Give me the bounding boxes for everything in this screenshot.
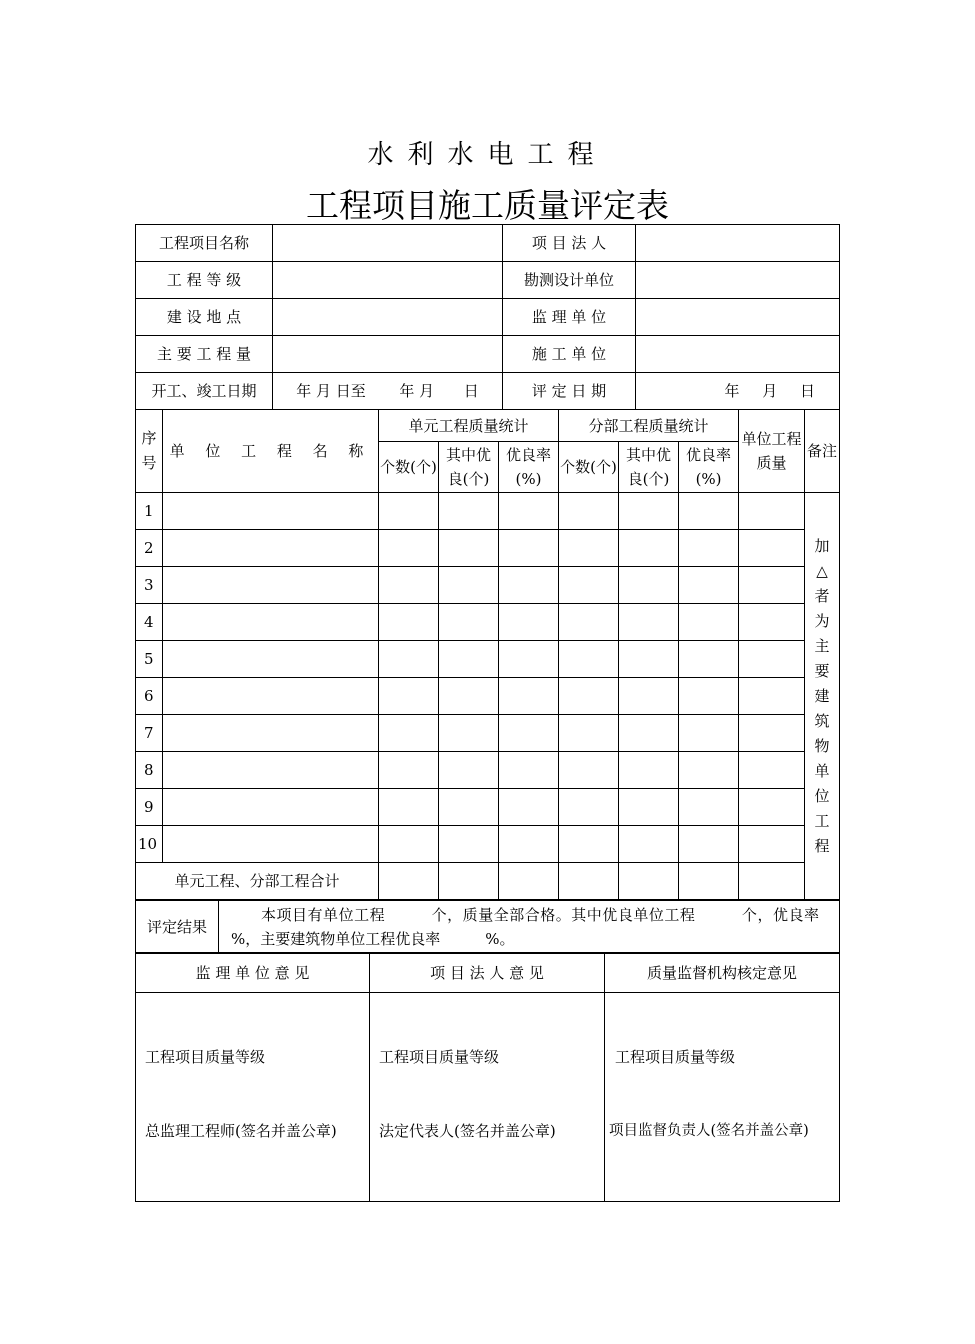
dates-value[interactable] bbox=[273, 373, 503, 410]
sub-good-header: 其中优良(个) bbox=[619, 442, 679, 493]
main-quantity-value[interactable] bbox=[273, 336, 503, 373]
row-number: 1 bbox=[136, 493, 163, 530]
table-row bbox=[136, 604, 840, 641]
eval-date-label: 评 定 日 期 bbox=[503, 373, 636, 410]
total-row bbox=[136, 863, 840, 900]
result-label: 评定结果 bbox=[136, 901, 219, 954]
seq-header: 序号 bbox=[136, 410, 163, 493]
evaluation-result-table bbox=[135, 900, 865, 954]
quality-sign-line: 项目监督负责人(签名并盖公章) bbox=[609, 1123, 809, 1139]
sub-rate-header: 优良率(%) bbox=[679, 442, 739, 493]
table-row bbox=[136, 641, 840, 678]
remark-header: 备注 bbox=[805, 410, 840, 493]
total-label: 单元工程、分部工程合计 bbox=[136, 863, 379, 900]
legal-opinion-cell[interactable] bbox=[370, 993, 605, 1202]
row-number: 6 bbox=[136, 678, 163, 715]
dates-value-part-1: 年 月 日至 bbox=[296, 382, 366, 400]
dates-value-part-2: 年 月 bbox=[399, 382, 435, 400]
table-row bbox=[136, 567, 840, 604]
row-number: 7 bbox=[136, 715, 163, 752]
sub-count-header: 个数(个) bbox=[559, 442, 619, 493]
survey-design-label: 勘测设计单位 bbox=[503, 262, 636, 299]
survey-design-value[interactable] bbox=[636, 262, 840, 299]
table-row bbox=[136, 789, 840, 826]
supervision-grade-line: 工程项目质量等级 bbox=[145, 1048, 266, 1066]
row-number: 10 bbox=[136, 826, 163, 863]
row-number: 8 bbox=[136, 752, 163, 789]
legal-sign-line: 法定代表人(签名并盖公章) bbox=[379, 1122, 556, 1140]
unit-name-header: 单 位 工 程 名 称 bbox=[163, 410, 379, 493]
unit-quality-header: 单位工程质量 bbox=[739, 410, 805, 493]
supervision-value[interactable] bbox=[636, 299, 840, 336]
unit-good-header: 其中优良(个) bbox=[439, 442, 499, 493]
opinions-table bbox=[135, 952, 840, 1202]
legal-person-value[interactable] bbox=[636, 225, 840, 262]
location-label: 建 设 地 点 bbox=[136, 299, 273, 336]
project-name-label: 工程项目名称 bbox=[136, 225, 273, 262]
quality-opinion-header: 质量监督机构核定意见 bbox=[605, 953, 840, 993]
main-quantity-label: 主 要 工 程 量 bbox=[136, 336, 273, 373]
legal-person-label: 项 目 法 人 bbox=[503, 225, 636, 262]
project-name-value[interactable] bbox=[273, 225, 503, 262]
row-number: 2 bbox=[136, 530, 163, 567]
construction-label: 施 工 单 位 bbox=[503, 336, 636, 373]
legal-grade-line: 工程项目质量等级 bbox=[379, 1048, 500, 1066]
table-row bbox=[136, 826, 840, 863]
row-number: 3 bbox=[136, 567, 163, 604]
project-info-table bbox=[135, 224, 840, 410]
dates-value-part-3: 日 bbox=[463, 382, 479, 400]
quality-grade-line: 工程项目质量等级 bbox=[615, 1048, 736, 1066]
table-row bbox=[136, 752, 840, 789]
title-line-2: 工程项目施工质量评定表 bbox=[306, 186, 669, 225]
result-text[interactable]: 本项目有单位工程 个，质量全部合格。其中优良单位工程 个，优良率 %，主要建筑物单位工程优良率 %。 bbox=[219, 901, 840, 954]
row-number: 9 bbox=[136, 789, 163, 826]
remark-note: 加△者为主要建筑物单位工程 bbox=[805, 493, 840, 900]
unit-count-header: 个数(个) bbox=[379, 442, 439, 493]
supervision-label: 监 理 单 位 bbox=[503, 299, 636, 336]
legal-opinion-header: 项 目 法 人 意 见 bbox=[370, 953, 605, 993]
eval-date-value[interactable]: 年 月 日 bbox=[636, 373, 840, 410]
row-number: 4 bbox=[136, 604, 163, 641]
unit-stats-header: 单元工程质量统计 bbox=[379, 410, 559, 442]
table-row bbox=[136, 715, 840, 752]
table-row bbox=[136, 493, 840, 530]
title-line-1: 水利水电工程 bbox=[367, 140, 608, 170]
supervision-opinion-header: 监 理 单 位 意 见 bbox=[136, 953, 370, 993]
grade-label: 工 程 等 级 bbox=[136, 262, 273, 299]
supervision-sign-line: 总监理工程师(签名并盖公章) bbox=[145, 1122, 337, 1140]
unit-rate-header: 优良率(%) bbox=[499, 442, 559, 493]
quality-opinion-cell[interactable] bbox=[605, 993, 840, 1202]
table-row bbox=[136, 530, 840, 567]
dates-label: 开工、竣工日期 bbox=[136, 373, 273, 410]
location-value[interactable] bbox=[273, 299, 503, 336]
construction-value[interactable] bbox=[636, 336, 840, 373]
grade-value[interactable] bbox=[273, 262, 503, 299]
row-number: 5 bbox=[136, 641, 163, 678]
sub-stats-header: 分部工程质量统计 bbox=[559, 410, 739, 442]
table-row bbox=[136, 678, 840, 715]
unit-project-table bbox=[135, 409, 840, 900]
supervision-opinion-cell[interactable] bbox=[136, 993, 370, 1202]
